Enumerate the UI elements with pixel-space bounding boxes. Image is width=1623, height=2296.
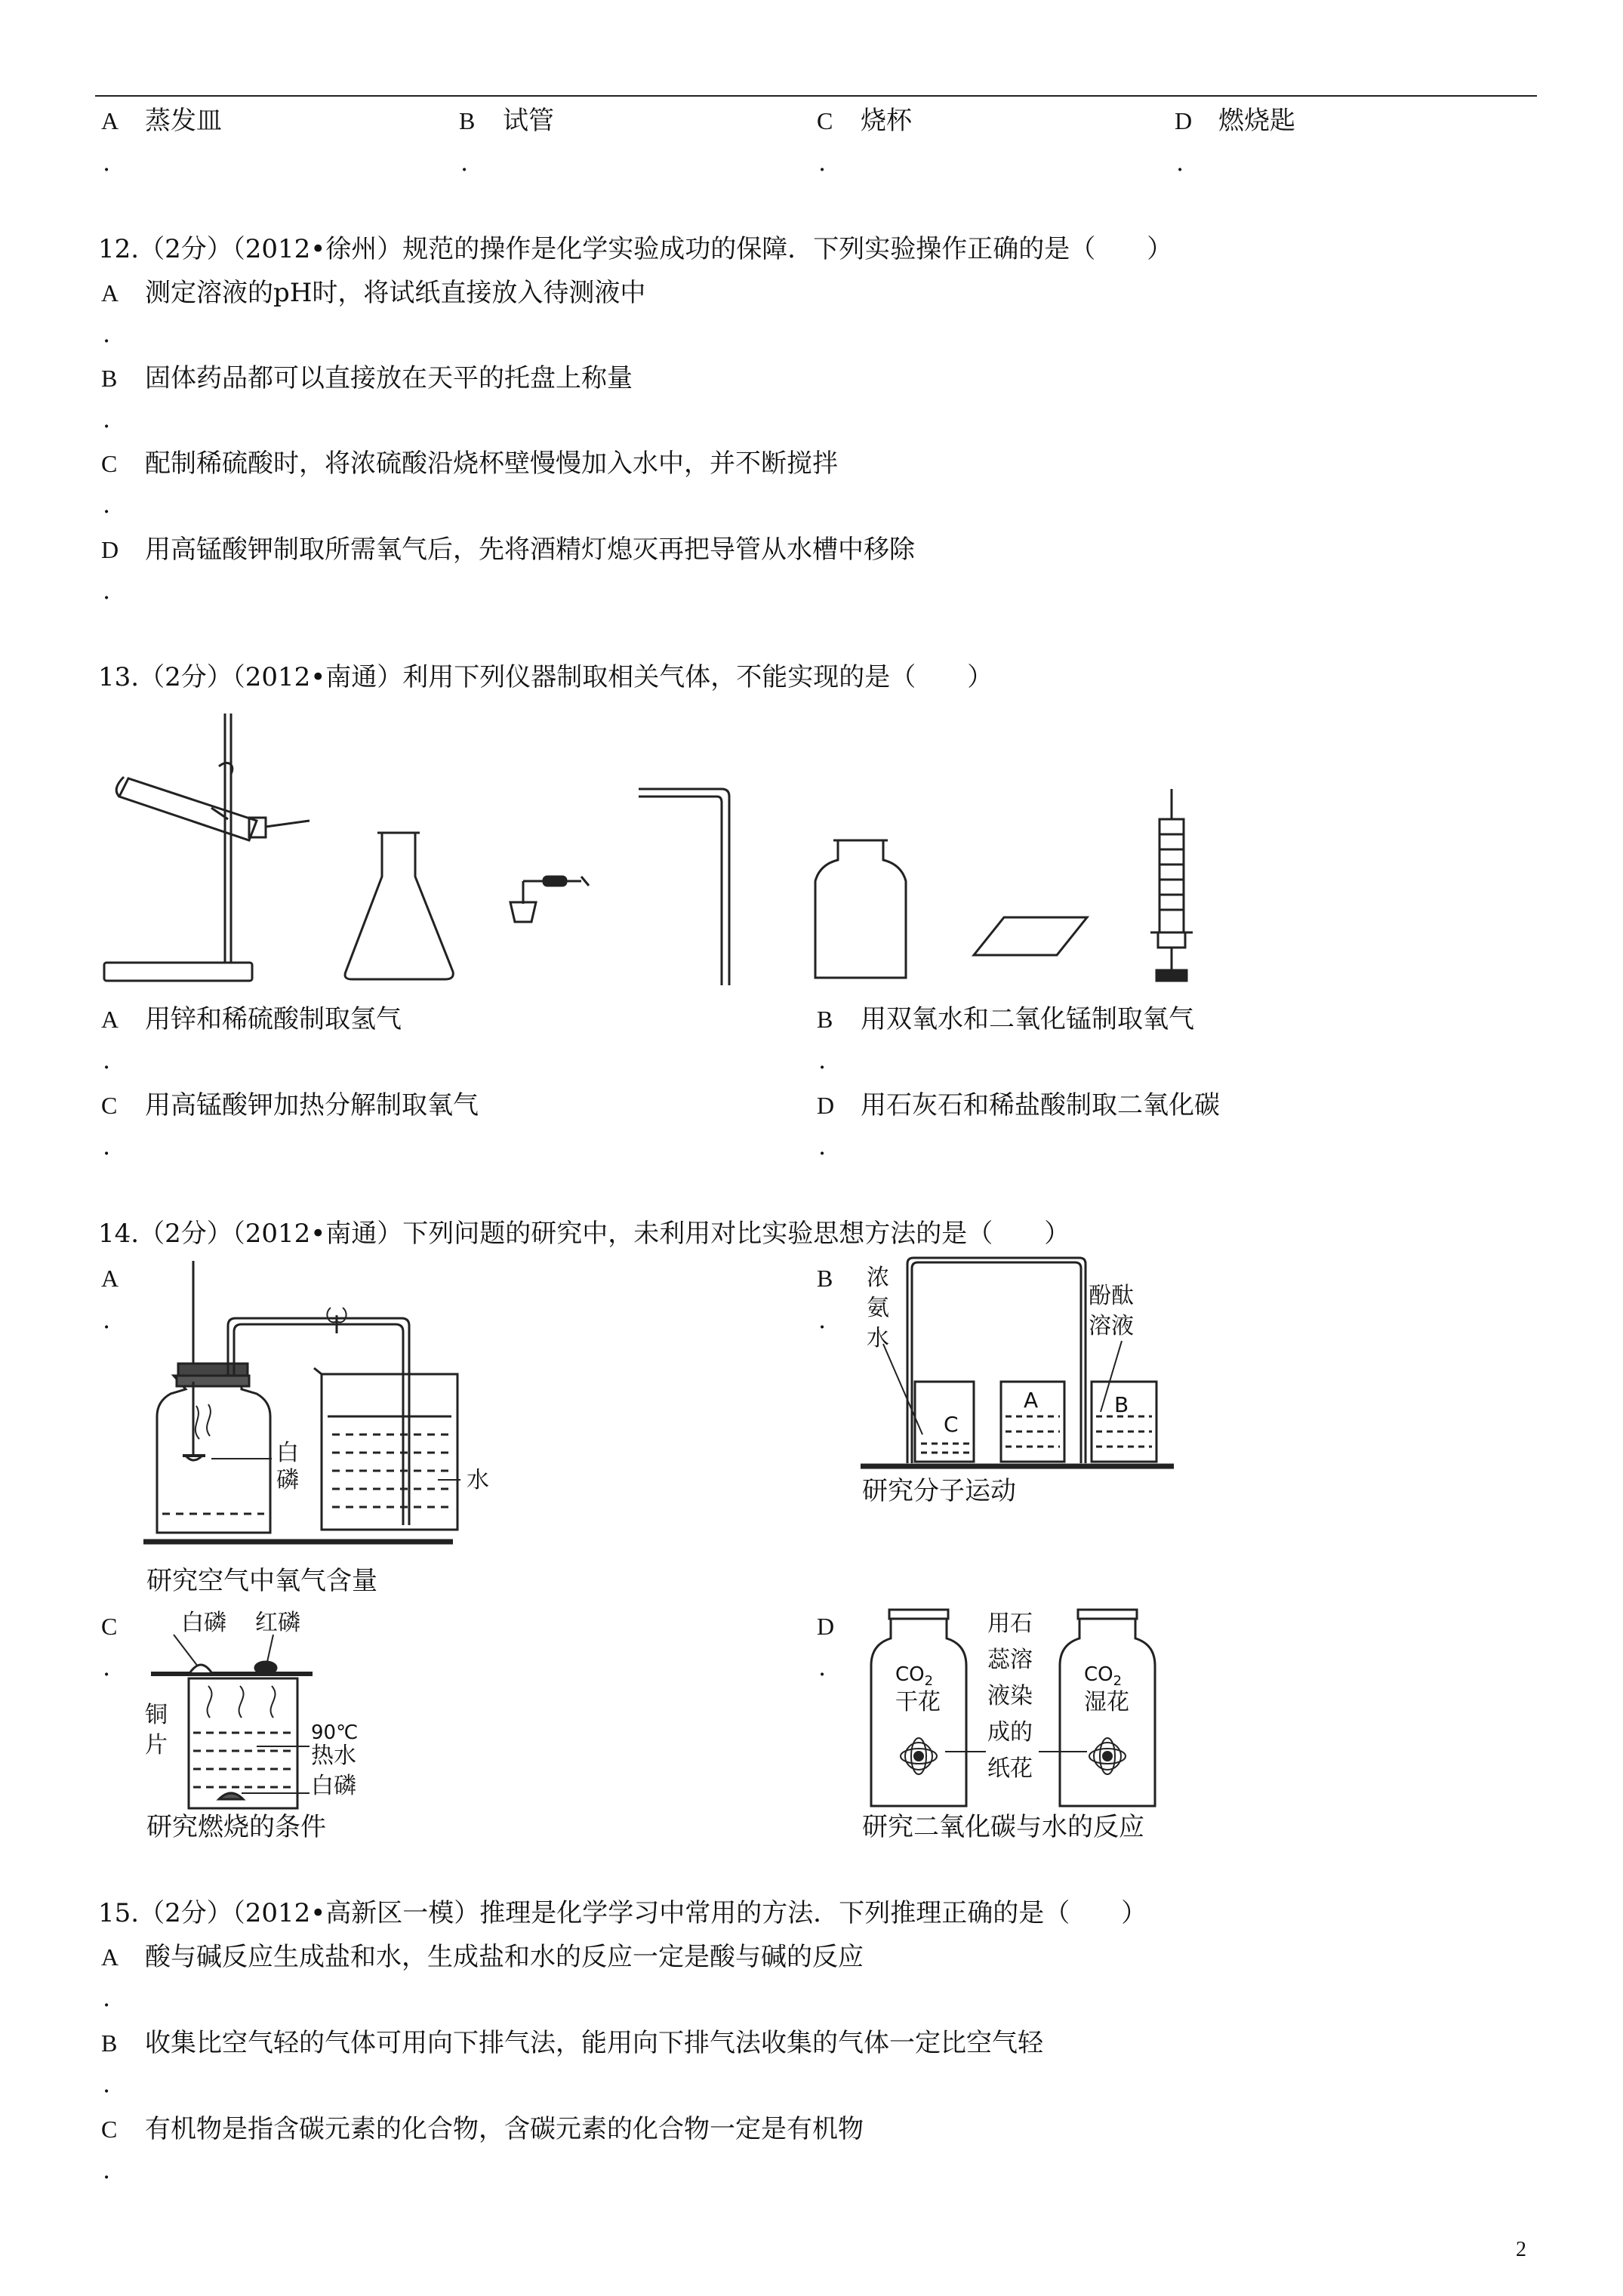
glass-plate (974, 917, 1087, 955)
question-14-stem: 14.（2分）（2012•南通）下列问题的研究中，未利用对比实验思想方法的是（ ） (98, 1219, 1070, 1249)
q14c-caption: 研究燃烧的条件 (146, 1812, 326, 1842)
option-letter: B (459, 107, 476, 134)
option-letter: C (101, 1613, 118, 1640)
option-dot: . (1176, 148, 1184, 177)
option-text: 用双氧水和二氧化锰制取氧气 (861, 1004, 1194, 1034)
option-letter: B (101, 2029, 118, 2057)
label-red-phosphorus: 红磷 (255, 1610, 300, 1636)
q14a-caption: 研究空气中氧气含量 (146, 1566, 377, 1596)
q14b-caption: 研究分子运动 (862, 1476, 1016, 1506)
option-text: 烧杯 (861, 106, 912, 136)
option-letter: C (101, 1092, 118, 1119)
option-dot: . (103, 1046, 111, 1074)
flower-icon (1089, 1737, 1127, 1776)
option-text: 用高锰酸钾加热分解制取氧气 (145, 1090, 479, 1120)
q14b-molecule-motion-figure (861, 1253, 1178, 1472)
label-co2-right: $CO_2$ (1084, 1663, 1123, 1689)
option-text: 用高锰酸钾制取所需氧气后，先将酒精灯熄灭再把导管从水槽中移除 (145, 535, 915, 565)
option-text: 试管 (503, 106, 554, 136)
flower-icon (900, 1737, 938, 1776)
label-co2-left: $CO_2$ (895, 1663, 934, 1689)
option-dot: . (103, 1983, 111, 2012)
option-letter: D (817, 1613, 835, 1640)
option-dot: . (103, 2069, 111, 2098)
header-rule (95, 95, 1537, 97)
q14d-co2-water-figure (861, 1608, 1163, 1812)
q14d-caption: 研究二氧化碳与水的反应 (862, 1812, 1144, 1842)
option-text: 测定溶液的pH时，将试纸直接放入待测液中 (145, 278, 646, 308)
option-letter: C (101, 450, 118, 477)
label-litmus-2: 蕊溶 (987, 1647, 1033, 1673)
option-letter: A (101, 1265, 119, 1292)
option-letter: B (817, 1006, 833, 1033)
label-conc-ammonia-2: 氨 (867, 1295, 889, 1321)
label-white-phosphorus: 白磷 (181, 1610, 226, 1636)
option-letter: A (101, 1943, 119, 1971)
option-dot: . (818, 148, 827, 177)
question-15-stem: 15.（2分）（2012•高新区一模）推理是化学学习中常用的方法．下列推理正确的是（ ） (98, 1898, 1147, 1928)
label-temperature: 90℃ (311, 1721, 359, 1744)
option-dot: . (103, 1653, 111, 1681)
label-white-phosphorus-2: 磷 (276, 1467, 299, 1493)
label-wet-flower: 湿花 (1084, 1689, 1129, 1715)
label-conc-ammonia-1: 浓 (867, 1265, 889, 1291)
option-dot: . (818, 1305, 827, 1334)
label-water: 水 (467, 1467, 489, 1493)
option-text: 酸与碱反应生成盐和水，生成盐和水的反应一定是酸与碱的反应 (145, 1942, 864, 1972)
syringe (1150, 789, 1193, 981)
option-dot: . (818, 1653, 827, 1681)
option-letter: D (817, 1092, 835, 1119)
page-number: 2 (1516, 2238, 1526, 2261)
label-white-phosphorus-2: 白磷 (311, 1773, 356, 1799)
option-dot: . (103, 2156, 111, 2184)
label-litmus-4: 成的 (987, 1719, 1033, 1746)
option-letter: C (101, 2116, 118, 2143)
gas-collecting-bottle (815, 840, 906, 978)
label-hot-water: 热水 (311, 1743, 356, 1769)
option-letter: A (101, 107, 119, 134)
q13-apparatus-figure (98, 706, 1276, 993)
label-dry-flower: 干花 (895, 1689, 941, 1715)
option-letter: D (1175, 107, 1193, 134)
option-letter: B (101, 365, 118, 392)
option-text: 有机物是指含碳元素的化合物，含碳元素的化合物一定是有机物 (145, 2114, 864, 2144)
option-dot: . (103, 1305, 111, 1334)
option-text: 用锌和稀硫酸制取氢气 (145, 1004, 402, 1034)
label-litmus-1: 用石 (987, 1610, 1033, 1637)
label-phenolphthalein-2: 溶液 (1089, 1313, 1134, 1339)
option-letter: A (101, 279, 119, 307)
option-dot: . (818, 1132, 827, 1160)
q14c-combustion-figure (143, 1604, 415, 1816)
label-phenolphthalein-1: 酚酞 (1089, 1283, 1134, 1309)
option-dot: . (103, 490, 111, 519)
option-text: 蒸发皿 (145, 106, 222, 136)
q14a-oxygen-content-figure (143, 1261, 506, 1548)
option-text: 燃烧匙 (1218, 106, 1295, 136)
option-letter: C (817, 107, 833, 134)
option-letter: A (101, 1006, 119, 1033)
iron-stand-with-test-tube (104, 713, 310, 981)
bent-glass-tube (639, 789, 729, 985)
stopper-with-tube (510, 877, 589, 922)
beaker-label-a: A (1024, 1388, 1039, 1413)
option-dot: . (460, 148, 469, 177)
option-dot: . (103, 319, 111, 348)
option-letter: D (101, 536, 119, 563)
beaker-label-b: B (1114, 1392, 1129, 1417)
label-copper-2: 片 (145, 1732, 168, 1758)
label-copper-1: 铜 (145, 1702, 168, 1728)
label-litmus-3: 液染 (987, 1683, 1033, 1709)
question-12-stem: 12.（2分）（2012•徐州）规范的操作是化学实验成功的保障．下列实验操作正确的是（ ） (98, 234, 1173, 264)
option-text: 收集比空气轻的气体可用向下排气法，能用向下排气法收集的气体一定比空气轻 (145, 2028, 1043, 2058)
option-dot: . (103, 576, 111, 605)
label-conc-ammonia-3: 水 (867, 1325, 889, 1351)
option-text: 固体药品都可以直接放在天平的托盘上称量 (145, 363, 633, 393)
option-text: 用石灰石和稀盐酸制取二氧化碳 (861, 1090, 1220, 1120)
option-dot: . (818, 1046, 827, 1074)
beaker-label-c: C (944, 1412, 959, 1437)
option-text: 配制稀硫酸时，将浓硫酸沿烧杯壁慢慢加入水中，并不断搅拌 (145, 448, 838, 479)
conical-flask (345, 833, 453, 979)
option-dot: . (103, 405, 111, 433)
option-letter: B (817, 1265, 833, 1292)
question-13-stem: 13.（2分）（2012•南通）利用下列仪器制取相关气体，不能实现的是（ ） (98, 662, 993, 692)
option-dot: . (103, 148, 111, 177)
option-dot: . (103, 1132, 111, 1160)
label-litmus-5: 纸花 (987, 1755, 1033, 1782)
label-white-phosphorus-1: 白 (276, 1440, 299, 1466)
